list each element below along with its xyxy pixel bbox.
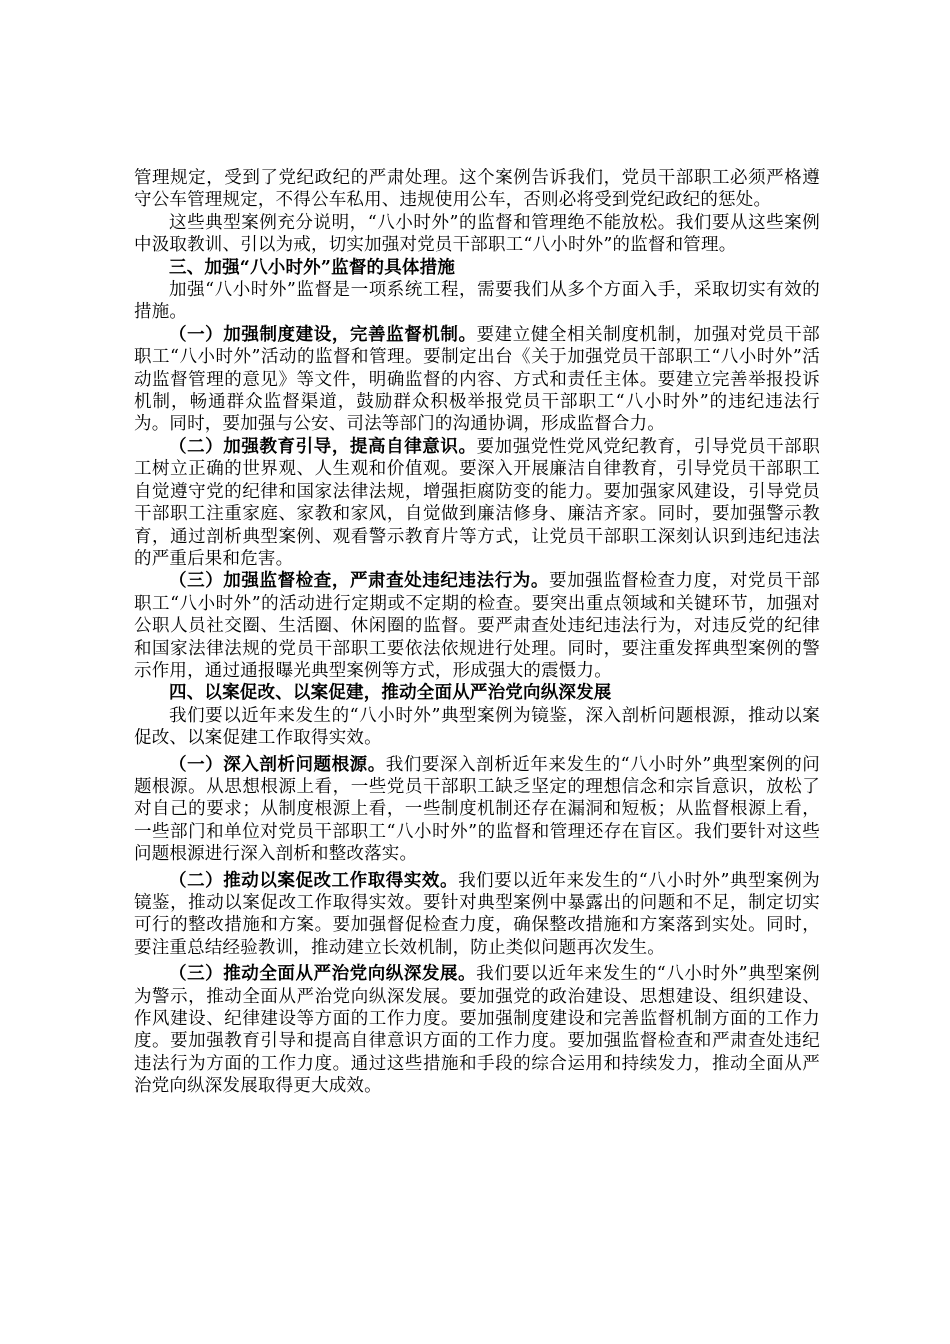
body-4-1: 我们要深入剖析近年来发生的“八小时外”典型案例的问题根源。从思想根源上看，一些党员干部职工缺乏坚定的理想信念和宗旨意识，放松了对自己的要求；从制度根源上看，一些制度机制还存在漏洞和短板；从监督根源上看，一些部门和单位对党员干部职工“八小时外”的监督和管理还存在盲区。我们要针对这些问题根源进行深入剖析和整改落实。	[134, 754, 820, 865]
subheading-4-3: （三）推动全面从严治党向纵深发展。	[169, 964, 477, 985]
paragraph-4-1	[134, 754, 820, 866]
paragraph-3-3	[134, 570, 820, 682]
subheading-4-1: （一）深入剖析问题根源。	[169, 754, 386, 775]
paragraph-section-3-intro: 加强“八小时外”监督是一项系统工程，需要我们从多个方面入手，采取切实有效的措施。	[134, 280, 820, 323]
body-3-3: 要加强监督检查力度，对党员干部职工“八小时外”的活动进行定期或不定期的检查。要突出重点领域和关键环节，加强对公职人员社交圈、生活圈、休闲圈的监督。要严肃查处违纪违法行为，对违反党的纪律和国家法律法规的党员干部职工要依法依规进行处理。同时，要注重发挥典型案例的警示作用，通过通报曝光典型案例等方式，形成强大的震慑力。	[134, 571, 821, 681]
subheading-3-1: （一）加强制度建设，完善监督机制。	[169, 324, 477, 345]
paragraph-4-2	[134, 870, 820, 960]
subheading-4-2: （二）推动以案促改工作取得实效。	[169, 870, 459, 891]
paragraph-cases-summary: 这些典型案例充分说明，“八小时外”的监督和管理绝不能放松。我们要从这些案例中汲取教训、引以为戒，切实加强对党员干部职工“八小时外”的监督和管理。	[134, 212, 820, 256]
body-3-2: 要加强党性党风党纪教育，引导党员干部职工树立正确的世界观、人生观和价值观。要深入开展廉洁自律教育，引导党员干部职工自觉遵守党的纪律和国家法律法规，增强拒腐防变的能力。要加强家风建设，引导党员干部职工注重家庭、家教和家风，自觉做到廉洁修身、廉洁齐家。同时，要加强警示教育，通过剖析典型案例、观看警示教育片等方式，让党员干部职工深刻认识到违纪违法的严重后果和危害。	[134, 436, 820, 569]
subheading-3-2: （二）加强教育引导，提高自律意识。	[169, 436, 477, 457]
document-page	[134, 167, 820, 1098]
section-heading-3: 三、加强“八小时外”监督的具体措施	[169, 257, 456, 278]
section-heading-4: 四、以案促改、以案促建，推动全面从严治党向纵深发展	[169, 683, 612, 704]
paragraph-3-1	[134, 324, 820, 436]
body-3-1: 要建立健全相关制度机制，加强对党员干部职工“八小时外”活动的监督和管理。要制定出台《关于加强党员干部职工“八小时外”活动监督管理的意见》等文件，明确监督的内容、方式和责任主体。要建立完善举报投诉机制，畅通群众监督渠道，鼓励群众积极举报党员干部职工“八小时外”的违纪违法行为。同时，要加强与公安、司法等部门的沟通协调，形成监督合力。	[134, 324, 820, 435]
body-4-3: 我们要以近年来发生的“八小时外”典型案例为警示，推动全面从严治党向纵深发展。要加强党的政治建设、思想建设、组织建设、作风建设、纪律建设等方面的工作力度。要加强制度建设和完善监督机制方面的工作力度。要加强教育引导和提高自律意识方面的工作力度。要加强监督检查和严肃查处违纪违法行为方面的工作力度。通过这些措施和手段的综合运用和持续发力，推动全面从严治党向纵深发展取得更大成效。	[134, 964, 820, 1097]
paragraph-4-3	[134, 963, 820, 1097]
subheading-3-3: （三）加强监督检查，严肃查处违纪违法行为。	[169, 571, 549, 592]
paragraph-section-4-intro: 我们要以近年来发生的“八小时外”典型案例为镜鉴，深入剖析问题根源，推动以案促改、以案促建工作取得实效。	[134, 705, 820, 749]
paragraph-case-conclusion: 管理规定，受到了党纪政纪的严肃处理。这个案例告诉我们，党员干部职工必须严格遵守公车管理规定，不得公车私用、违规使用公车，否则必将受到党纪政纪的惩处。	[134, 168, 820, 211]
paragraph-3-2	[134, 436, 820, 570]
body-4-2: 我们要以近年来发生的“八小时外”典型案例为镜鉴，推动以案促改工作取得实效。要针对典型案例中暴露出的问题和不足，制定切实可行的整改措施和方案。要加强督促检查力度，确保整改措施和方案落到实处。同时，要注重总结经验教训，推动建立长效机制，防止类似问题再次发生。	[134, 870, 821, 958]
